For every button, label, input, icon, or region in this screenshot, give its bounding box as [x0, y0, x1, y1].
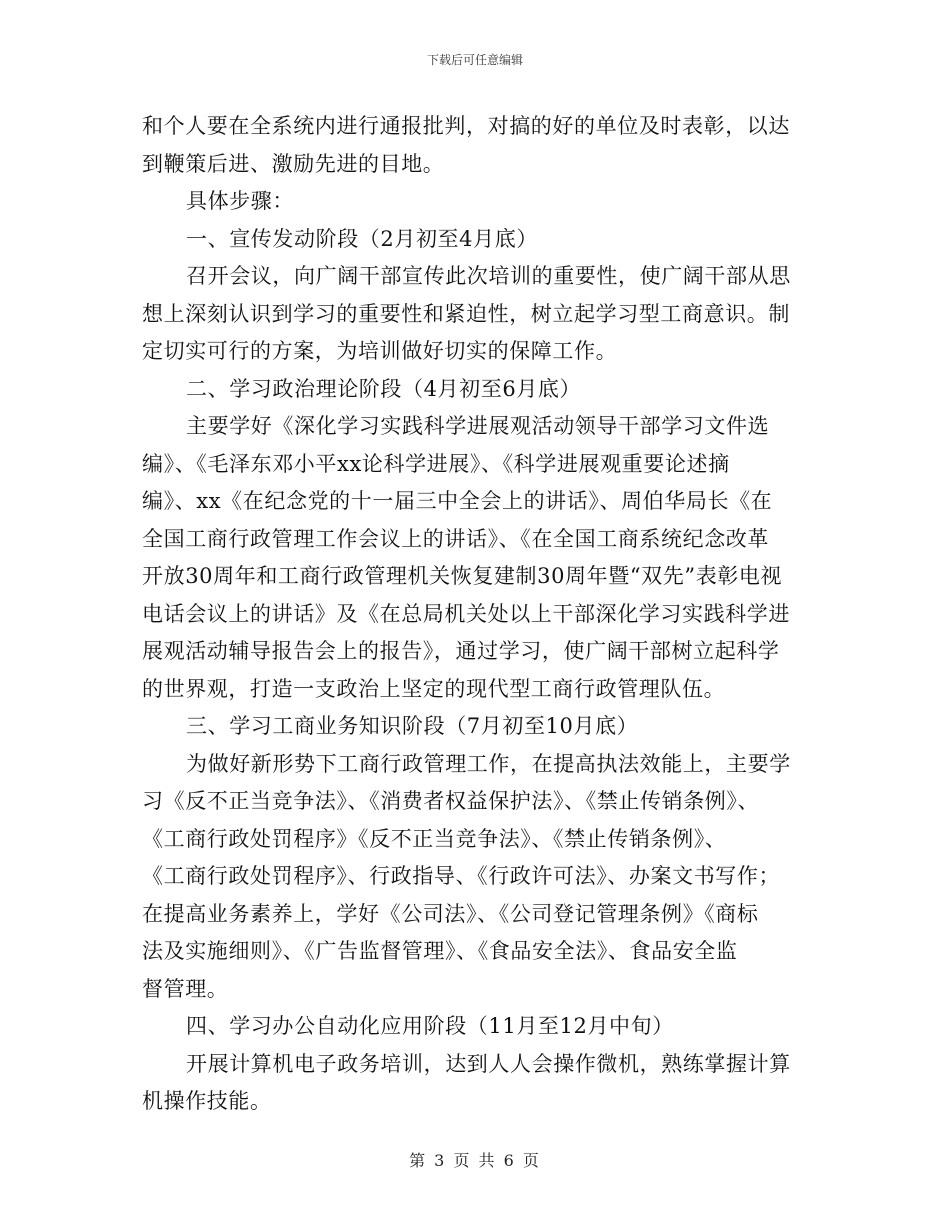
body-line: 开展计算机电子政务培训，达到人人会操作微机，熟练掌握计算: [186, 1051, 791, 1076]
body-line: 召开会议，向广阔干部宣传此次培训的重要性，使广阔干部从思: [186, 264, 791, 288]
body-line: 在提高业务素养上，学好《公司法》、《公司登记管理条例》《商标: [142, 901, 759, 926]
body-line: 全国工商行政管理工作会议上的讲话》、《在全国工商系统纪念改革: [142, 526, 769, 551]
body-line: 具体步骤：: [186, 189, 294, 213]
body-line: 编》、《毛泽东邓小平xx论科学进展》、《科学进展观重要论述摘: [142, 451, 730, 476]
body-line: 习《反不正当竞争法》、《消费者权益保护法》、《禁止传销条例》、: [142, 789, 760, 813]
body-line: 到鞭策后进、激励先进的目地。: [142, 151, 445, 176]
body-line: 法及实施细则》、《广告监督管理》、《食品安全法》、食品安全监: [142, 939, 738, 963]
section-heading: 二、学习政治理论阶段（4月初至6月底）: [186, 376, 582, 401]
section-heading: 一、宣传发动阶段（2月初至4月底）: [186, 226, 538, 251]
page-header: 下载后可任意编辑: [426, 53, 523, 67]
section-heading: 三、学习工商业务知识阶段（7月初至10月底）: [186, 714, 639, 738]
body-line: 的世界观，打造一支政治上坚定的现代型工商行政管理队伍。: [142, 676, 726, 701]
body-line: 主要学好《深化学习实践科学进展观活动领导干部学习文件选: [186, 414, 770, 438]
body-line: 《工商行政处罚程序》《反不正当竞争法》、《禁止传销条例》、: [142, 826, 727, 851]
body-line: 展观活动辅导报告会上的报告》，通过学习，使广阔干部树立起科学: [142, 639, 780, 663]
body-line: 想上深刻认识到学习的重要性和紧迫性，树立起学习型工商意识。制: [142, 301, 790, 326]
body-line: 《工商行政处罚程序》、行政指导、《行政许可法》、办案文书写作；: [142, 864, 781, 888]
body-line: 督管理。: [142, 976, 229, 1001]
body-line: 开放30周年和工商行政管理机关恢复建制30周年暨“双先”表彰电视: [142, 564, 783, 588]
document-body: [142, 108, 818, 1121]
body-line: 编》、xx《在纪念党的十一届三中全会上的讲话》、周伯华局长《在: [142, 489, 773, 513]
page-footer: 第 3 页 共 6 页: [409, 1151, 541, 1170]
body-line: 和个人要在全系统内进行通报批判，对搞的好的单位及时表彰，以达: [142, 114, 790, 138]
body-line: 机操作技能。: [142, 1089, 272, 1113]
body-line: 电话会议上的讲话》及《在总局机关处以上干部深化学习实践科学进: [142, 601, 790, 626]
section-heading: 四、学习办公自动化应用阶段（11月至12月中旬）: [186, 1014, 674, 1038]
body-line: 定切实可行的方案，为培训做好切实的保障工作。: [142, 339, 618, 363]
body-line: 为做好新形势下工商行政管理工作，在提高执法效能上，主要学: [186, 751, 791, 776]
